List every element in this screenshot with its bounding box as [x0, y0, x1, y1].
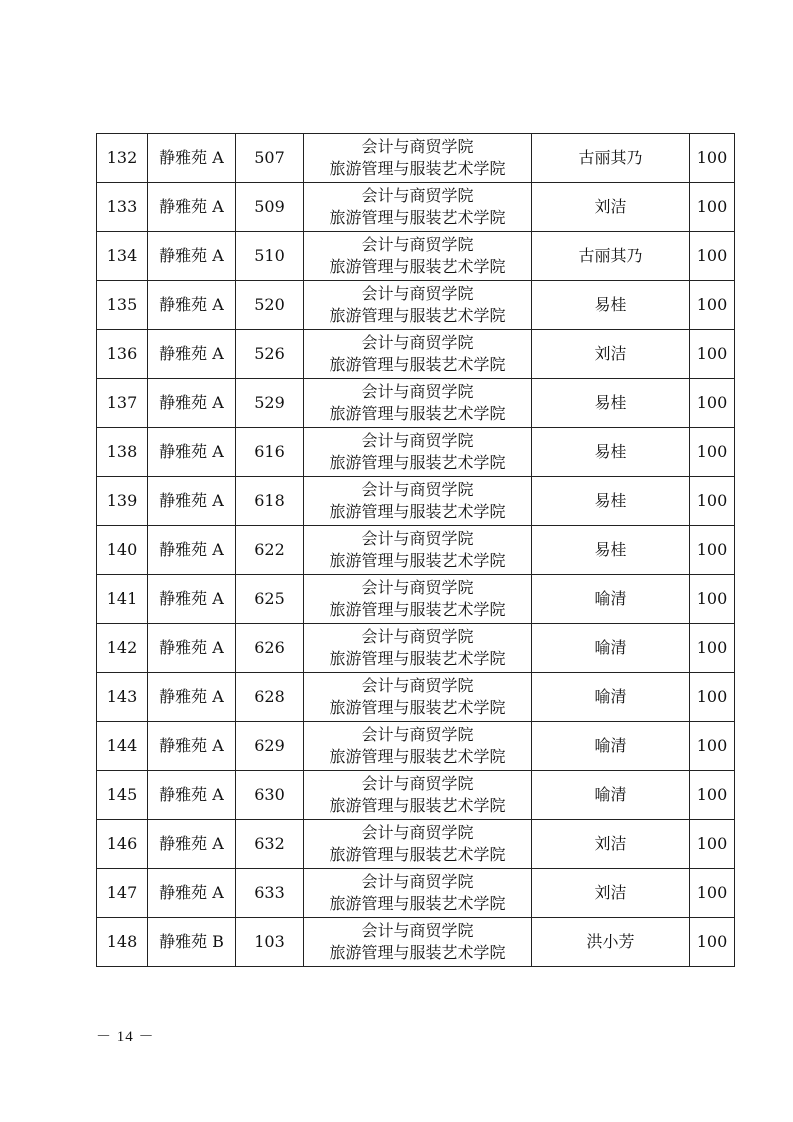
room-cell: 509	[236, 183, 304, 232]
row-number-cell: 141	[97, 575, 148, 624]
college-name-secondary: 旅游管理与服装艺术学院	[329, 600, 506, 619]
college-name-secondary: 旅游管理与服装艺术学院	[329, 943, 506, 962]
college-cell	[304, 771, 532, 820]
row-number-cell: 133	[97, 183, 148, 232]
building-cell: 静雅苑 A	[148, 183, 236, 232]
college-name-secondary: 旅游管理与服装艺术学院	[329, 698, 506, 717]
inspector-cell: 洪小芳	[532, 918, 690, 967]
inspector-cell: 刘洁	[532, 330, 690, 379]
room-cell: 507	[236, 134, 304, 183]
building-cell: 静雅苑 B	[148, 918, 236, 967]
college-name-primary: 会计与商贸学院	[361, 823, 474, 842]
college-name-primary: 会计与商贸学院	[361, 480, 474, 499]
college-name-primary: 会计与商贸学院	[361, 529, 474, 548]
inspector-cell: 易桂	[532, 477, 690, 526]
college-name-secondary: 旅游管理与服装艺术学院	[329, 453, 506, 472]
college-cell	[304, 134, 532, 183]
inspector-cell: 喻清	[532, 722, 690, 771]
college-cell	[304, 722, 532, 771]
college-name-primary: 会计与商贸学院	[361, 676, 474, 695]
inspector-cell: 古丽其乃	[532, 134, 690, 183]
building-cell: 静雅苑 A	[148, 232, 236, 281]
table-row	[97, 918, 735, 967]
college-name-secondary: 旅游管理与服装艺术学院	[329, 649, 506, 668]
inspector-cell: 易桂	[532, 281, 690, 330]
table-row	[97, 771, 735, 820]
building-cell: 静雅苑 A	[148, 281, 236, 330]
score-cell: 100	[690, 526, 735, 575]
score-cell: 100	[690, 232, 735, 281]
row-number-cell: 132	[97, 134, 148, 183]
building-cell: 静雅苑 A	[148, 379, 236, 428]
table-row	[97, 330, 735, 379]
college-cell	[304, 477, 532, 526]
college-name-primary: 会计与商贸学院	[361, 872, 474, 891]
college-cell	[304, 869, 532, 918]
table-row	[97, 281, 735, 330]
score-cell: 100	[690, 820, 735, 869]
building-cell: 静雅苑 A	[148, 771, 236, 820]
table-row	[97, 869, 735, 918]
row-number-cell: 134	[97, 232, 148, 281]
college-cell	[304, 918, 532, 967]
room-cell: 618	[236, 477, 304, 526]
inspector-cell: 刘洁	[532, 183, 690, 232]
inspector-cell: 喻清	[532, 771, 690, 820]
table-row	[97, 183, 735, 232]
room-cell: 510	[236, 232, 304, 281]
college-name-primary: 会计与商贸学院	[361, 284, 474, 303]
row-number-cell: 135	[97, 281, 148, 330]
college-name-primary: 会计与商贸学院	[361, 725, 474, 744]
table-row	[97, 624, 735, 673]
room-inspection-table	[96, 133, 735, 967]
room-cell: 622	[236, 526, 304, 575]
college-name-secondary: 旅游管理与服装艺术学院	[329, 159, 506, 178]
room-cell: 626	[236, 624, 304, 673]
college-cell	[304, 526, 532, 575]
row-number-cell: 147	[97, 869, 148, 918]
college-name-secondary: 旅游管理与服装艺术学院	[329, 257, 506, 276]
score-cell: 100	[690, 771, 735, 820]
building-cell: 静雅苑 A	[148, 624, 236, 673]
room-cell: 633	[236, 869, 304, 918]
room-cell: 629	[236, 722, 304, 771]
building-cell: 静雅苑 A	[148, 477, 236, 526]
table-row	[97, 379, 735, 428]
inspector-cell: 喻清	[532, 624, 690, 673]
score-cell: 100	[690, 428, 735, 477]
inspector-cell: 古丽其乃	[532, 232, 690, 281]
table-row	[97, 134, 735, 183]
building-cell: 静雅苑 A	[148, 428, 236, 477]
college-cell	[304, 575, 532, 624]
table-row	[97, 575, 735, 624]
row-number-cell: 139	[97, 477, 148, 526]
college-name-secondary: 旅游管理与服装艺术学院	[329, 845, 506, 864]
college-name-secondary: 旅游管理与服装艺术学院	[329, 355, 506, 374]
room-cell: 103	[236, 918, 304, 967]
row-number-cell: 140	[97, 526, 148, 575]
score-cell: 100	[690, 183, 735, 232]
building-cell: 静雅苑 A	[148, 526, 236, 575]
college-name-primary: 会计与商贸学院	[361, 921, 474, 940]
page-number: － 14 －	[96, 1029, 155, 1045]
college-cell	[304, 330, 532, 379]
college-cell	[304, 281, 532, 330]
college-name-primary: 会计与商贸学院	[361, 627, 474, 646]
row-number-cell: 145	[97, 771, 148, 820]
score-cell: 100	[690, 379, 735, 428]
row-number-cell: 137	[97, 379, 148, 428]
college-name-secondary: 旅游管理与服装艺术学院	[329, 208, 506, 227]
college-name-secondary: 旅游管理与服装艺术学院	[329, 894, 506, 913]
score-cell: 100	[690, 281, 735, 330]
inspector-cell: 刘洁	[532, 869, 690, 918]
table-row	[97, 820, 735, 869]
inspector-cell: 刘洁	[532, 820, 690, 869]
college-name-secondary: 旅游管理与服装艺术学院	[329, 551, 506, 570]
building-cell: 静雅苑 A	[148, 722, 236, 771]
college-name-secondary: 旅游管理与服装艺术学院	[329, 502, 506, 521]
room-cell: 526	[236, 330, 304, 379]
row-number-cell: 146	[97, 820, 148, 869]
college-name-primary: 会计与商贸学院	[361, 431, 474, 450]
college-cell	[304, 428, 532, 477]
college-name-secondary: 旅游管理与服装艺术学院	[329, 796, 506, 815]
table-row	[97, 232, 735, 281]
inspector-cell: 易桂	[532, 379, 690, 428]
building-cell: 静雅苑 A	[148, 820, 236, 869]
table-body	[97, 134, 735, 967]
college-name-primary: 会计与商贸学院	[361, 333, 474, 352]
college-cell	[304, 673, 532, 722]
college-name-primary: 会计与商贸学院	[361, 235, 474, 254]
college-cell	[304, 624, 532, 673]
score-cell: 100	[690, 918, 735, 967]
table-row	[97, 428, 735, 477]
score-cell: 100	[690, 330, 735, 379]
score-cell: 100	[690, 477, 735, 526]
college-name-primary: 会计与商贸学院	[361, 774, 474, 793]
score-cell: 100	[690, 575, 735, 624]
row-number-cell: 138	[97, 428, 148, 477]
room-cell: 616	[236, 428, 304, 477]
building-cell: 静雅苑 A	[148, 575, 236, 624]
building-cell: 静雅苑 A	[148, 134, 236, 183]
room-inspection-table-container	[96, 133, 735, 967]
inspector-cell: 喻清	[532, 575, 690, 624]
score-cell: 100	[690, 624, 735, 673]
building-cell: 静雅苑 A	[148, 673, 236, 722]
college-cell	[304, 232, 532, 281]
inspector-cell: 易桂	[532, 526, 690, 575]
room-cell: 628	[236, 673, 304, 722]
score-cell: 100	[690, 134, 735, 183]
college-cell	[304, 379, 532, 428]
row-number-cell: 143	[97, 673, 148, 722]
score-cell: 100	[690, 673, 735, 722]
building-cell: 静雅苑 A	[148, 869, 236, 918]
college-name-primary: 会计与商贸学院	[361, 578, 474, 597]
row-number-cell: 136	[97, 330, 148, 379]
score-cell: 100	[690, 722, 735, 771]
college-name-primary: 会计与商贸学院	[361, 186, 474, 205]
room-cell: 529	[236, 379, 304, 428]
row-number-cell: 142	[97, 624, 148, 673]
table-row	[97, 477, 735, 526]
row-number-cell: 144	[97, 722, 148, 771]
room-cell: 630	[236, 771, 304, 820]
college-name-secondary: 旅游管理与服装艺术学院	[329, 306, 506, 325]
college-name-secondary: 旅游管理与服装艺术学院	[329, 404, 506, 423]
table-row	[97, 673, 735, 722]
college-cell	[304, 820, 532, 869]
room-cell: 632	[236, 820, 304, 869]
room-cell: 520	[236, 281, 304, 330]
inspector-cell: 易桂	[532, 428, 690, 477]
college-name-primary: 会计与商贸学院	[361, 382, 474, 401]
college-cell	[304, 183, 532, 232]
college-name-primary: 会计与商贸学院	[361, 137, 474, 156]
college-name-secondary: 旅游管理与服装艺术学院	[329, 747, 506, 766]
table-row	[97, 526, 735, 575]
building-cell: 静雅苑 A	[148, 330, 236, 379]
score-cell: 100	[690, 869, 735, 918]
room-cell: 625	[236, 575, 304, 624]
table-row	[97, 722, 735, 771]
inspector-cell: 喻清	[532, 673, 690, 722]
row-number-cell: 148	[97, 918, 148, 967]
